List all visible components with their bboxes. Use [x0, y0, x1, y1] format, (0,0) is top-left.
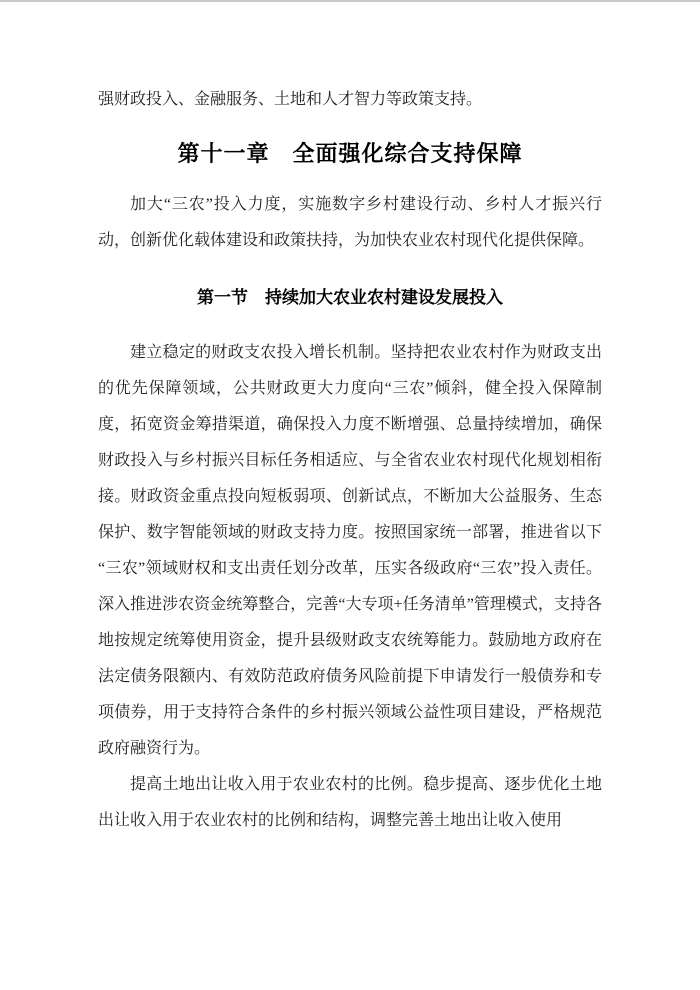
section-heading: 第一节 持续加大农业农村建设发展投入	[197, 288, 503, 307]
body-paragraph-land-transfer-income: 提高土地出让收入用于农业农村的比例。稳步提高、逐步优化土地出让收入用于农业农村的比例和结构，调整完善土地出让收入使用	[98, 776, 602, 829]
chapter-intro-paragraph: 加大“三农”投入力度，实施数字乡村建设行动、乡村人才振兴行动，创新优化载体建设和政策扶持，为加快农业农村现代化提供保障。	[98, 196, 602, 249]
chapter-heading: 第十一章 全面强化综合支持保障	[177, 141, 523, 166]
continuation-line: 强财政投入、金融服务、土地和人才智力等政策支持。	[98, 91, 483, 108]
body-paragraph-fiscal-investment: 建立稳定的财政支农投入增长机制。坚持把农业农村作为财政支出的优先保障领域，公共财政更大力度向“三农”倾斜，健全投入保障制度，拓宽资金筹措渠道，确保投入力度不断增强、总量持续增加，确保财政投入与乡村振兴目标任务相适应、与全省农业农村现代化规划相衔接。财政资金重点投向短板弱项、创新试点，不断加大公益服务、生态保护、数字智能领域的财政支持力度。按照国家统一部署，推进省以下“三农”领域财权和支出责任划分改革，压实各级政府“三农”投入责任。深入推进涉农资金统筹整合，完善“大专项+任务清单”管理模式，支持各地按规定统筹使用资金，提升县级财政支农统筹能力。鼓励地方政府在法定债务限额内、有效防范政府债务风险前提下申请发行一般债券和专项债券，用于支持符合条件的乡村振兴领域公益性项目建设，严格规范政府融资行为。	[98, 344, 602, 757]
